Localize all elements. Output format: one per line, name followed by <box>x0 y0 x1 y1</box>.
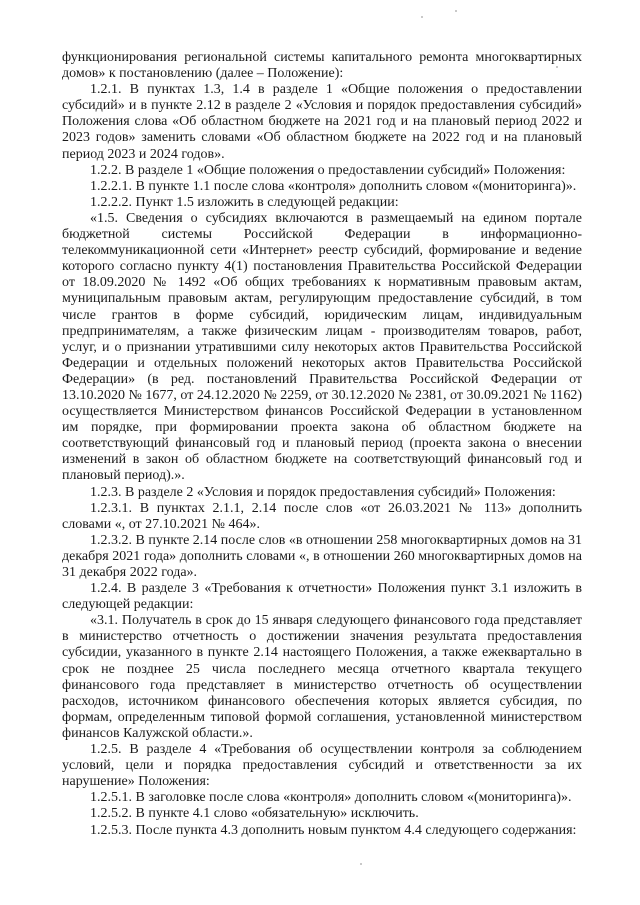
paragraph-1-2-2-2: 1.2.2.2. Пункт 1.5 изложить в следующей редакции: <box>90 194 399 210</box>
document-page <box>62 50 582 839</box>
paragraph-1-2-2-1: 1.2.2.1. В пункте 1.1 после слова «контроля» дополнить словом «(мониторинга)». <box>90 178 577 194</box>
paragraph-1-2-2: 1.2.2. В разделе 1 «Общие положения о предоставлении субсидий» Положения: <box>90 162 566 178</box>
paragraph-1-2-5-2: 1.2.5.2. В пункте 4.1 слово «обязательную» исключить. <box>90 806 419 822</box>
scan-speck <box>360 863 362 865</box>
scan-speck <box>455 10 457 12</box>
scan-speck <box>421 16 423 18</box>
scan-speck <box>556 66 558 68</box>
paragraph-quote-1-5: «1.5. Сведения о субсидиях включаются в размещаемый на едином портале бюджетной системы Российской Федерации в информационно-телекоммуникационной сети «Интернет» реестр субсидий, формирование и ведение которого согласно пункту 4(1) постановления Правительства Российской Федерации от 18.09.2020 № 1492 «Об общих требованиях к нормативным правовым актам, муниципальным правовым актам, регулирующим предоставление субсидий, в том числе грантов в форме субсидий, юридическим лицам, индивидуальным предпринимателям, а также физическим лицам - производителям товаров, работ, услуг, и о признании утратившими силу некоторых актов Правительства Российской Федерации и отдельных положений некоторых актов Правительства Российской Федерации» (в ред. постановлений Правительства Российской Федерации от 13.10.2020 № 1677, от 24.12.2020 № 2259, от 30.12.2020 № 2381, от 30.09.2021 № 1162) осуществляется Министерством финансов Российской Федерации в установленном им порядке, при формировании проекта закона об областном бюджете на соответствующий финансовый год и плановый период (проекта закона о внесении изменений в закон об областном бюджете на соответствующий финансовый год и плановый период).». <box>62 210 582 484</box>
paragraph-1-2-3-1: 1.2.3.1. В пунктах 2.1.1, 2.14 после слов «от 26.03.2021 № 113» дополнить словами «, от 27.10.2021 № 464». <box>62 500 582 532</box>
paragraph-1-2-1: 1.2.1. В пунктах 1.3, 1.4 в разделе 1 «Общие положения о предоставлении субсидий» и в пункте 2.12 в разделе 2 «Условия и порядок предоставления субсидий» Положения слова «Об областном бюджете на 2021 год и на плановый период 2022 и 2023 годов» заменить словами «Об областном бюджете на 2022 год и на плановый период 2023 и 2024 годов». <box>62 82 582 162</box>
paragraph-1-2-3: 1.2.3. В разделе 2 «Условия и порядок предоставления субсидий» Положения: <box>90 484 556 500</box>
paragraph-1-2-5-3: 1.2.5.3. После пункта 4.3 дополнить новым пунктом 4.4 следующего содержания: <box>90 822 577 838</box>
paragraph-continuation: функционирования региональной системы капитального ремонта многоквартирных домов» к постановлению (далее – Положение): <box>62 50 582 82</box>
paragraph-1-2-3-2: 1.2.3.2. В пункте 2.14 после слов «в отношении 258 многоквартирных домов на 31 декабря 2021 года» дополнить словами «, в отношении 260 многоквартирных домов на 31 декабря 2022 года». <box>62 532 582 580</box>
paragraph-1-2-4: 1.2.4. В разделе 3 «Требования к отчетности» Положения пункт 3.1 изложить в следующей редакции: <box>62 581 582 613</box>
paragraph-1-2-5: 1.2.5. В разделе 4 «Требования об осуществлении контроля за соблюдением условий, цели и порядка предоставления субсидий и ответственности за их нарушение» Положения: <box>62 742 582 790</box>
paragraph-quote-3-1: «3.1. Получатель в срок до 15 января следующего финансового года представляет в министерство отчетность о достижении значения результата предоставления субсидии, указанного в пункте 2.14 настоящего Положения, а также ежеквартально в срок не позднее 25 числа последнего месяца отчетного квартала текущего финансового года представляет в министерство отчетность об осуществлении расходов, источником финансового обеспечения которых является субсидия, по формам, определенным типовой формой соглашения, установленной министерством финансов Калужской области.». <box>62 613 582 741</box>
paragraph-1-2-5-1: 1.2.5.1. В заголовке после слова «контроля» дополнить словом «(мониторинга)». <box>90 790 572 806</box>
